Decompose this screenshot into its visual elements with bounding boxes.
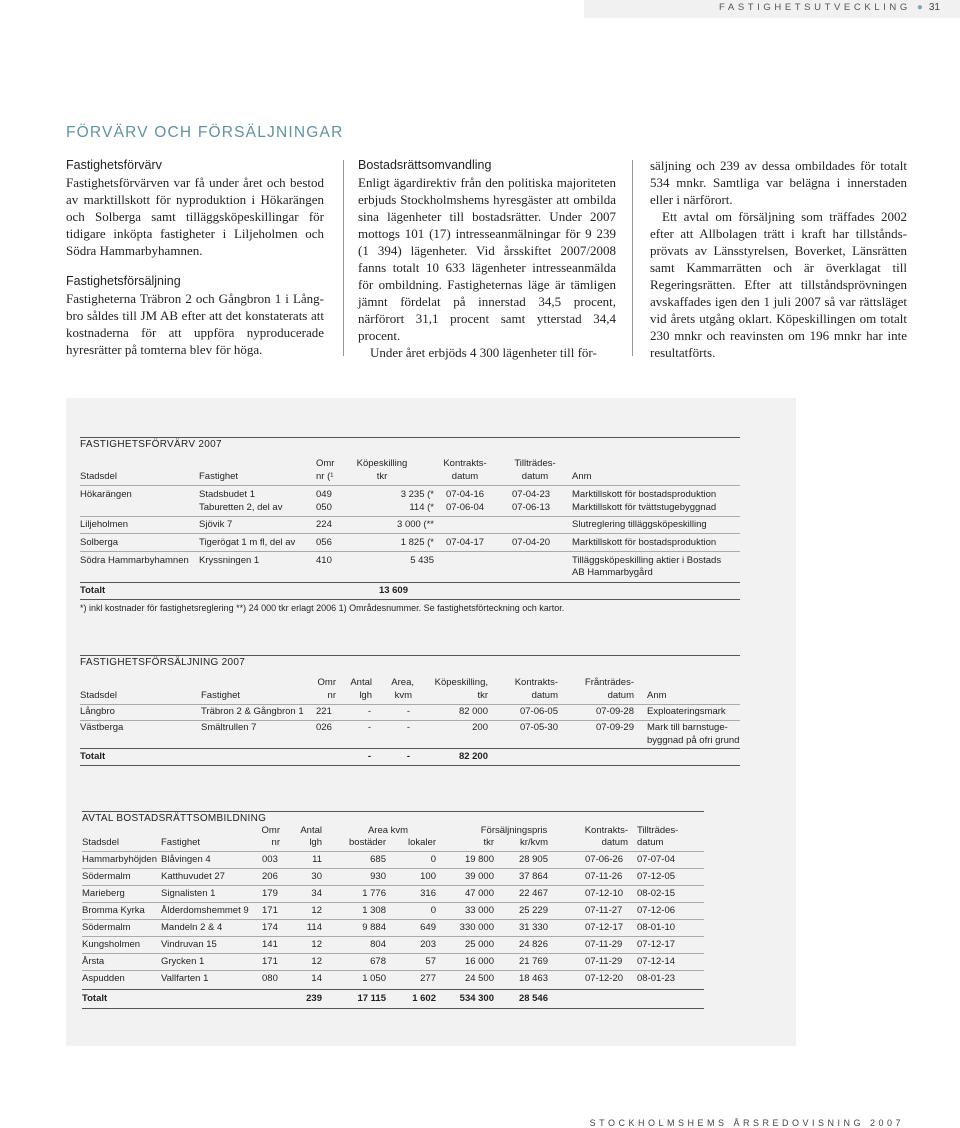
paragraph-col3-2: Ett avtal om försäljning som träffades 2002 efter att Allbolagen trätt i kraft har tillståndsprövats av Länsstyrelsen, Boverket, Länsrätten samt Kammarrätten och är överklagat till Regeringsrätten. Efter att tillståndsprövningen avskaffades igen den 1 juli 2007 så var rättsläget vid årets utgång oklart. Köpeskillingen om totalt 230 mnkr och reavinsten om 196 mnkr har inte resultatförts. <box>650 209 907 360</box>
cell-fastighet: Taburetten 2, del av <box>199 502 283 513</box>
table-top-rule <box>80 655 740 656</box>
cell-bostader: 678 <box>370 956 386 967</box>
cell-antal: 14 <box>311 973 322 984</box>
cell-fastighet: Smältrullen 7 <box>201 722 257 733</box>
cell-omr: 026 <box>316 722 332 733</box>
paragraph-col3-1: säljning och 239 av dessa ombildades för totalt 534 mnkr. Samtliga var belägna i innerstaden eller i närförort. <box>650 158 907 207</box>
header-title: FASTIGHETSUTVECKLING <box>719 2 911 13</box>
col-header-lgh: lgh <box>359 690 372 701</box>
cell-bostader: 685 <box>370 854 386 865</box>
cell-anm: Tilläggsköpeskilling aktier i Bostads <box>572 555 722 566</box>
section-title: FÖRVÄRV OCH FÖRSÄLJNINGAR <box>66 124 344 141</box>
table-top-rule <box>80 437 740 438</box>
col-header-omr-nr: nr (¹ <box>316 471 334 482</box>
cell-anm: AB Hammarbygård <box>572 567 653 578</box>
cell-anm: Slutreglering tilläggsköpeskilling <box>572 519 707 530</box>
heading-fastighetsforsaljning: Fastighetsförsäljning <box>66 274 181 288</box>
footnote: *) inkl kostnader för fastighetsreglering **) 24 000 tkr erlagt 2006 1) Områdesnummer. Se fastighetsförteckning och kartor. <box>80 603 565 613</box>
paragraph-omvandling-2: Under året erbjöds 4 300 lägenheter till för- <box>370 345 597 360</box>
cell-kr-kvm: 24 826 <box>518 939 548 950</box>
total-kopeskilling: 82 200 <box>458 751 488 762</box>
total-lokaler: 1 602 <box>412 993 436 1004</box>
cell-fastighet: Ålderdomshemmet 9 <box>161 905 249 916</box>
col-header-datum: datum <box>521 471 549 482</box>
text-column-3 <box>650 157 907 361</box>
col-header-omr: Omr <box>261 825 280 836</box>
cell-antal: 11 <box>312 854 322 865</box>
cell-kontrakt: 07-11-26 <box>585 871 623 882</box>
col-header-tkr: tkr <box>376 471 388 482</box>
cell-bostader: 930 <box>370 871 386 882</box>
cell-kontrakt: 07-12-17 <box>585 922 624 933</box>
cell-omr: 141 <box>262 939 278 950</box>
col-header-forsaljningspris: Försäljningspris <box>480 825 548 836</box>
cell-stadsdel: Liljeholmen <box>80 519 129 530</box>
total-label: Totalt <box>80 585 106 596</box>
cell-omr: 179 <box>262 888 278 899</box>
cell-kontrakt: 07-06-26 <box>585 854 624 865</box>
cell-tilltrade: 07-12-17 <box>637 939 676 950</box>
row-rule <box>82 970 704 971</box>
col-header-kopeskilling: Köpeskilling, <box>434 677 488 688</box>
cell-fastighet: Vindruvan 15 <box>161 939 217 950</box>
cell-omr: 221 <box>316 706 332 717</box>
col-header-fastighet: Fastighet <box>199 471 239 482</box>
total-label: Totalt <box>82 993 108 1004</box>
cell-fastighet: Blåvingen 4 <box>161 854 211 865</box>
cell-omr: 003 <box>262 854 278 865</box>
row-rule <box>82 902 704 903</box>
cell-tilltrade: 07-12-06 <box>637 905 676 916</box>
cell-fastighet: Mandeln 2 & 4 <box>161 922 223 933</box>
cell-antal: 114 <box>306 922 322 933</box>
paragraph-forvarv: Fastighetsförvärven var få under året och bestod av marktillskott för nyproduktion i Hökarängen och Solberga samt tilläggsköpeskillingar för tidigare inköpta fastigheter i Liljeholmen och Södra Hammarbyhamnen. <box>66 175 324 258</box>
cell-frantrade: 07-09-28 <box>595 706 634 717</box>
cell-fastighet: Katthuvudet 27 <box>161 871 225 882</box>
heading-fastighetsforvarv: Fastighetsförvärv <box>66 158 162 172</box>
text-column-1 <box>66 157 324 358</box>
total-tkr: 534 300 <box>459 993 494 1004</box>
cell-kontrakt: 07-04-17 <box>446 537 485 548</box>
cell-kontrakt: 07-05-30 <box>519 722 558 733</box>
col-header-stadsdel: Stadsdel <box>82 837 119 848</box>
paragraph-omvandling-1: Enligt ägardirektiv från den politiska majoriteten erbjuds Stockholmshems hyresgäster att ombilda sina lägenheter till bostadsrätter. Under 2007 mottogs 101 (17) intresseanmälningar för 9 239 (1 394) lägenheter. Vid årsskiftet 2007/2008 fanns totalt 10 633 lägenheter intresseanmälda för ombildning. Fastigheternas läge är tämligen jämnt fördelat på innerstad 34,5 procent, närförort 31,1 procent samt ytterstad 34,4 procent. <box>358 175 616 343</box>
cell-kopeskilling: 5 435 <box>410 555 434 566</box>
cell-stadsdel: Marieberg <box>82 888 125 899</box>
cell-omr: 056 <box>316 537 332 548</box>
col-header-omr-nr: nr <box>327 690 336 701</box>
cell-bostader: 1 308 <box>362 905 386 916</box>
row-rule <box>80 720 740 721</box>
cell-anm: Marktillskott för tvättstugebyggnad <box>572 502 717 513</box>
cell-omr: 171 <box>262 956 278 967</box>
cell-kr-kvm: 37 864 <box>518 871 548 882</box>
cell-stadsdel: Solberga <box>80 537 119 548</box>
total-label: Totalt <box>80 751 106 762</box>
cell-stadsdel: Långbro <box>80 706 115 717</box>
cell-tkr: 330 000 <box>459 922 494 933</box>
total-rule <box>80 748 740 749</box>
cell-lokaler: 649 <box>420 922 436 933</box>
cell-fastighet: Sjövik 7 <box>199 519 233 530</box>
col-header-bostader: bostäder <box>349 837 386 848</box>
cell-kontrakt: 07-11-29 <box>585 939 623 950</box>
cell-bostader: 804 <box>370 939 386 950</box>
cell-omr: 050 <box>316 502 332 513</box>
col-header-antal: Antal <box>350 677 372 688</box>
page-header <box>600 2 940 13</box>
cell-omr: 174 <box>262 922 278 933</box>
cell-fastighet: Stadsbudet 1 <box>199 489 255 500</box>
col-header-datum: datum <box>531 690 558 701</box>
cell-tilltrade: 07-04-20 <box>512 537 551 548</box>
cell-fastighet: Träbron 2 & Gångbron 1 <box>201 706 304 717</box>
bottom-rule <box>80 765 740 766</box>
cell-stadsdel: Kungsholmen <box>82 939 141 950</box>
row-rule <box>80 533 740 534</box>
cell-tkr: 39 000 <box>464 871 494 882</box>
cell-antal: - <box>367 706 371 717</box>
cell-tilltrade: 07-04-23 <box>512 489 551 500</box>
cell-tilltrade: 07-12-14 <box>637 956 676 967</box>
cell-kopeskilling: 200 <box>472 722 488 733</box>
col-header-area: Area, <box>391 677 414 688</box>
cell-bostader: 9 884 <box>362 922 386 933</box>
cell-area: - <box>406 722 410 733</box>
cell-tkr: 25 000 <box>464 939 494 950</box>
cell-tkr: 24 500 <box>464 973 494 984</box>
cell-kontrakt: 07-06-04 <box>446 502 485 513</box>
col-header-antal: Antal <box>300 825 322 836</box>
cell-tkr: 33 000 <box>464 905 494 916</box>
cell-lokaler: 316 <box>420 888 436 899</box>
cell-area: - <box>406 706 410 717</box>
cell-kr-kvm: 21 769 <box>518 956 548 967</box>
bullet-icon: ● <box>916 2 923 13</box>
col-header-tilltrade: Tillträdes- <box>637 825 679 836</box>
cell-stadsdel: Årsta <box>82 956 105 967</box>
cell-lokaler: 203 <box>420 939 436 950</box>
cell-stadsdel: Västberga <box>80 722 124 733</box>
table-title: AVTAL BOSTADSRÄTTSOMBILDNING <box>82 813 267 824</box>
col-header-tkr: tkr <box>477 690 488 701</box>
cell-stadsdel: Södermalm <box>82 922 131 933</box>
column-divider <box>343 160 344 356</box>
table-title: FASTIGHETSFÖRVÄRV 2007 <box>80 439 222 450</box>
cell-kopeskilling: 3 235 (* <box>400 489 434 500</box>
table-title: FASTIGHETSFÖRSÄLJNING 2007 <box>80 657 246 668</box>
table-top-rule <box>82 811 704 812</box>
col-header-lgh: lgh <box>309 837 322 848</box>
cell-bostader: 1 050 <box>362 973 386 984</box>
cell-lokaler: 0 <box>430 854 436 865</box>
cell-omr: 049 <box>316 489 332 500</box>
cell-stadsdel: Bromma Kyrka <box>82 905 145 916</box>
cell-anm: Mark till barnstuge- <box>647 722 728 733</box>
cell-fastighet: Signalisten 1 <box>161 888 216 899</box>
col-header-datum: datum <box>607 690 634 701</box>
cell-frantrade: 07-09-29 <box>595 722 634 733</box>
page-number: 31 <box>928 2 940 13</box>
cell-tkr: 19 800 <box>464 854 494 865</box>
cell-kopeskilling: 82 000 <box>458 706 488 717</box>
cell-kopeskilling: 114 (* <box>409 502 434 513</box>
col-header-omr: Omr <box>317 677 336 688</box>
col-header-fastighet: Fastighet <box>161 837 201 848</box>
cell-kr-kvm: 28 905 <box>518 854 548 865</box>
col-header-omr: Omr <box>316 458 335 469</box>
total-bostader: 17 115 <box>357 993 386 1004</box>
cell-kontrakt: 07-06-05 <box>519 706 558 717</box>
cell-antal: 12 <box>311 905 322 916</box>
row-rule <box>82 936 704 937</box>
column-divider <box>632 160 633 356</box>
header-rule <box>80 704 740 705</box>
header-rule <box>82 851 704 852</box>
cell-fastighet: Grycken 1 <box>161 956 205 967</box>
cell-kontrakt: 07-12-10 <box>585 888 624 899</box>
cell-kr-kvm: 25 229 <box>518 905 548 916</box>
cell-tilltrade: 08-02-15 <box>637 888 676 899</box>
cell-kr-kvm: 18 463 <box>518 973 548 984</box>
paragraph-forsaljning: Fastigheterna Träbron 2 och Gångbron 1 i Långbro såldes till JM AB efter att det konstaterats att kostnaderna för att uppföra nyproducerade hyresrätter på tomterna blev för höga. <box>66 291 324 357</box>
col-header-anm: Anm <box>647 690 667 701</box>
cell-anm: Marktillskott för bostadsproduktion <box>572 537 717 548</box>
cell-tilltrade: 08-01-23 <box>637 973 676 984</box>
cell-omr: 080 <box>262 973 278 984</box>
col-header-anm: Anm <box>572 471 592 482</box>
cell-tilltrade: 07-07-04 <box>637 854 676 865</box>
cell-tilltrade: 07-06-13 <box>512 502 551 513</box>
cell-tkr: 16 000 <box>464 956 494 967</box>
col-header-datum: datum <box>601 837 628 848</box>
cell-antal: 12 <box>311 939 322 950</box>
row-rule <box>80 551 740 552</box>
cell-tilltrade: 07-12-05 <box>637 871 676 882</box>
cell-kopeskilling: 1 825 (* <box>400 537 434 548</box>
cell-antal: - <box>367 722 371 733</box>
col-header-omr-nr: nr <box>271 837 280 848</box>
row-rule <box>82 953 704 954</box>
col-header-frantrade: Frånträdes- <box>584 677 634 688</box>
col-header-lokaler: lokaler <box>408 837 436 848</box>
col-header-stadsdel: Stadsdel <box>80 471 117 482</box>
header-rule <box>80 485 740 486</box>
cell-lokaler: 100 <box>420 871 436 882</box>
total-rule <box>82 989 704 990</box>
bottom-rule <box>82 1008 704 1009</box>
cell-tkr: 47 000 <box>464 888 494 899</box>
total-antal: 239 <box>306 993 322 1004</box>
cell-lokaler: 0 <box>430 905 436 916</box>
cell-stadsdel: Aspudden <box>82 973 125 984</box>
cell-omr: 171 <box>262 905 278 916</box>
col-header-kopeskilling: Köpeskilling <box>356 458 408 469</box>
col-header-kr-kvm: kr/kvm <box>520 837 548 848</box>
total-rule <box>80 582 740 583</box>
cell-antal: 34 <box>311 888 322 899</box>
cell-stadsdel: Hammarbyhöjden <box>82 854 157 865</box>
text-column-2 <box>358 157 616 361</box>
col-header-kontrakt: Kontrakts- <box>584 825 628 836</box>
col-header-datum: datum <box>637 837 664 848</box>
cell-omr: 206 <box>262 871 278 882</box>
cell-stadsdel: Hökarängen <box>80 489 132 500</box>
cell-anm: byggnad på ofri grund <box>647 735 740 746</box>
col-header-kontrakt: Kontrakts- <box>514 677 558 688</box>
col-header-kvm: kvm <box>394 690 412 701</box>
cell-fastighet: Tigerögat 1 m fl, del av <box>199 537 296 548</box>
row-rule <box>82 868 704 869</box>
cell-kr-kvm: 22 467 <box>518 888 548 899</box>
col-header-area: Area kvm <box>367 825 409 836</box>
col-header-tkr: tkr <box>483 837 494 848</box>
cell-antal: 12 <box>311 956 322 967</box>
cell-stadsdel: Södra Hammarbyhamnen <box>80 555 189 566</box>
heading-bostadsrattsomvandling: Bostadsrättsomvandling <box>358 158 492 172</box>
cell-kontrakt: 07-11-27 <box>585 905 623 916</box>
cell-fastighet: Vallfarten 1 <box>161 973 209 984</box>
cell-fastighet: Kryssningen 1 <box>199 555 260 566</box>
cell-kontrakt: 07-12-20 <box>585 973 624 984</box>
bottom-rule <box>80 599 740 600</box>
cell-antal: 30 <box>311 871 322 882</box>
cell-bostader: 1 776 <box>362 888 386 899</box>
row-rule <box>82 919 704 920</box>
total-antal: - <box>367 751 371 762</box>
col-header-tilltrade: Tillträdes- <box>514 458 556 469</box>
cell-kontrakt: 07-11-29 <box>585 956 623 967</box>
cell-stadsdel: Södermalm <box>82 871 131 882</box>
cell-anm: Exploateringsmark <box>647 706 726 717</box>
cell-lokaler: 57 <box>425 956 436 967</box>
cell-omr: 224 <box>316 519 332 530</box>
col-header-fastighet: Fastighet <box>201 690 241 701</box>
total-kopeskilling: 13 609 <box>378 585 408 596</box>
total-area: - <box>406 751 410 762</box>
col-header-stadsdel: Stadsdel <box>80 690 117 701</box>
col-header-datum: datum <box>451 471 479 482</box>
total-kr-kvm: 28 546 <box>518 993 548 1004</box>
cell-kontrakt: 07-04-16 <box>446 489 485 500</box>
cell-kr-kvm: 31 330 <box>518 922 548 933</box>
row-rule <box>82 885 704 886</box>
cell-anm: Marktillskott för bostadsproduktion <box>572 489 717 500</box>
cell-omr: 410 <box>316 555 332 566</box>
col-header-kontrakt: Kontrakts- <box>443 458 487 469</box>
cell-tilltrade: 08-01-10 <box>637 922 676 933</box>
row-rule <box>80 516 740 517</box>
cell-lokaler: 277 <box>420 973 436 984</box>
page-footer: STOCKHOLMSHEMS ÅRSREDOVISNING 2007 <box>589 1118 904 1128</box>
cell-kopeskilling: 3 000 (** <box>397 519 434 530</box>
